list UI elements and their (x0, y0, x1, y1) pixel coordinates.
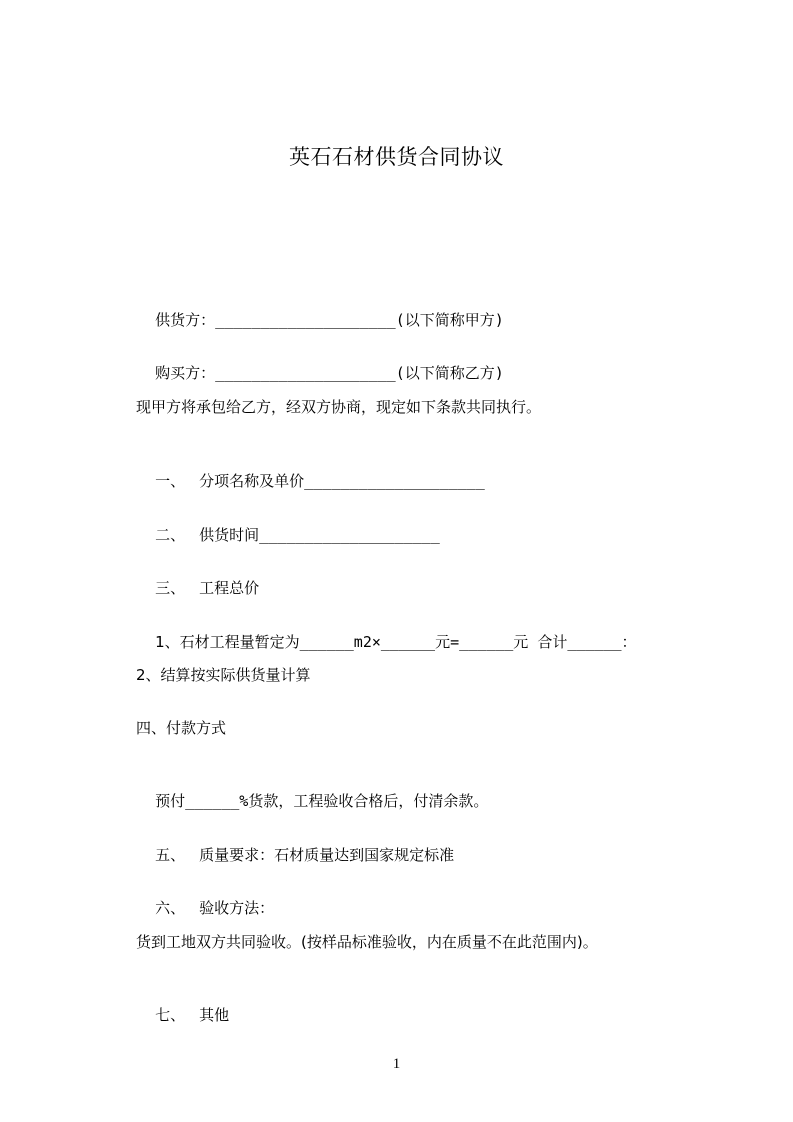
supplier-blank: ____________________ (215, 311, 396, 329)
section-1-text: 分项名称及单价 (199, 472, 305, 490)
section-2-blank: ____________________ (259, 526, 440, 544)
section-6-number: 六、 (155, 899, 186, 917)
buyer-label: 购买方： (155, 364, 216, 382)
item-1 (136, 612, 637, 672)
supplier-suffix: (以下简称甲方) (395, 311, 504, 329)
section-3-number: 三、 (155, 579, 186, 597)
item-1-formula: ______m2×______元=______元 合计______： (299, 633, 637, 651)
acceptance-paragraph: 货到工地双方共同验收。(按样品标准验收，内在质量不在此范围内)。 (136, 933, 598, 951)
section-2-number: 二、 (155, 526, 186, 544)
section-7-text: 其他 (199, 1006, 230, 1024)
section-3 (136, 558, 259, 618)
page-number: 1 (392, 1056, 401, 1072)
section-2 (136, 505, 440, 565)
buyer-blank: ____________________ (215, 364, 396, 382)
supplier-line (136, 290, 504, 350)
item-2: 2、结算按实际供货量计算 (136, 666, 311, 684)
section-5-number: 五、 (155, 846, 186, 864)
section-5 (136, 825, 454, 885)
section-4: 四、付款方式 (136, 719, 227, 737)
item-1-text: 1、石材工程量暂定为 (155, 633, 300, 651)
payment-blank: ______% (185, 792, 249, 810)
supplier-label: 供货方： (155, 311, 216, 329)
buyer-line (136, 343, 504, 403)
section-7-number: 七、 (155, 1006, 186, 1024)
buyer-suffix: (以下简称乙方) (395, 364, 504, 382)
section-2-text: 供货时间 (199, 526, 260, 544)
section-6 (136, 878, 274, 938)
payment-text: 货款，工程验收合格后，付清余款。 (248, 792, 489, 810)
section-3-text: 工程总价 (199, 579, 260, 597)
payment-line (136, 771, 488, 831)
section-7 (136, 985, 229, 1045)
document-title: 英石石材供货合同协议 (289, 145, 504, 169)
section-1-number: 一、 (155, 472, 186, 490)
intro-paragraph: 现甲方将承包给乙方，经双方协商，现定如下条款共同执行。 (136, 398, 542, 416)
payment-prefix: 预付 (155, 792, 186, 810)
section-1-blank: ____________________ (304, 472, 485, 490)
section-1 (136, 451, 485, 511)
section-6-text: 验收方法： (199, 899, 275, 917)
section-5-text: 质量要求：石材质量达到国家规定标准 (199, 846, 455, 864)
